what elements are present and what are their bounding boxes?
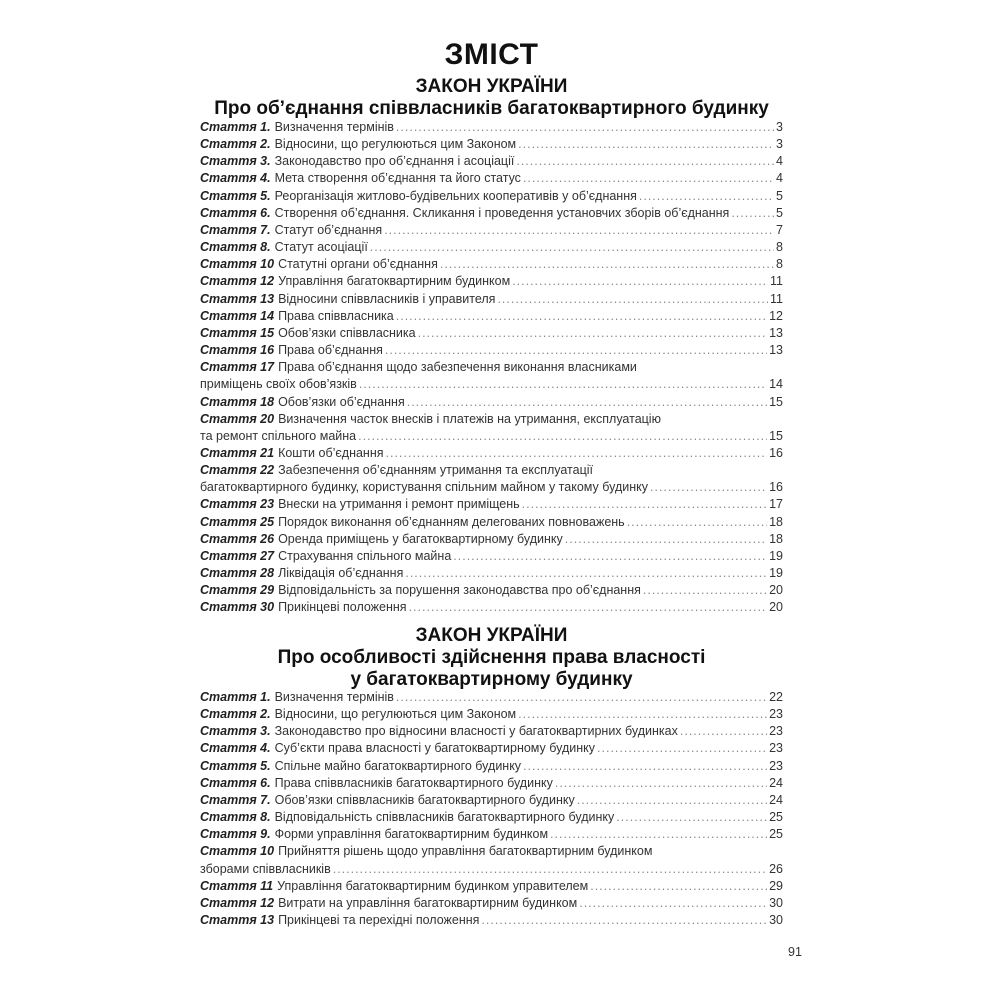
toc-entry-line	[200, 775, 783, 792]
toc-entry-line	[200, 428, 783, 445]
article-page: 23	[769, 758, 783, 773]
toc-entry[interactable]	[200, 514, 783, 531]
dot-leader	[405, 565, 767, 582]
article-title: Спільне майно багатоквартирного будинку	[274, 758, 522, 773]
toc-entry-line	[200, 479, 783, 496]
toc-entry[interactable]	[200, 325, 783, 342]
dot-leader	[597, 740, 767, 757]
toc-entry[interactable]	[200, 723, 783, 740]
page-number: 91	[788, 945, 802, 959]
dot-leader	[453, 548, 767, 565]
dot-leader	[731, 205, 774, 222]
toc-entry[interactable]	[200, 758, 783, 775]
dot-leader	[396, 119, 774, 136]
article-label: Стаття 26	[200, 531, 275, 546]
toc-entry-line	[200, 170, 783, 187]
toc-entry-line	[200, 188, 783, 205]
article-page: 3	[776, 120, 783, 134]
dot-leader	[386, 445, 768, 462]
article-title: Визначення часток внесків і платежів на утримання, експлуатацію	[278, 411, 661, 426]
article-label: Стаття 15	[200, 325, 275, 340]
article-label: Стаття 8.	[200, 810, 271, 825]
article-title: Мета створення об’єднання та його статус	[274, 171, 521, 186]
article-title: Кошти об’єднання	[278, 445, 384, 460]
article-label: Стаття 2.	[200, 707, 271, 722]
article-title: Законодавство про об’єднання і асоціації	[274, 154, 515, 169]
article-label: Стаття 27	[200, 548, 275, 563]
article-title: Оренда приміщень у багатоквартирному будинку	[278, 531, 563, 546]
article-title: Форми управління багатоквартирним будинком	[274, 827, 549, 842]
dot-leader	[643, 582, 767, 599]
toc-entry-line	[200, 325, 783, 342]
article-label: Стаття 2.	[200, 137, 271, 152]
toc-entry[interactable]	[200, 342, 783, 359]
toc-entry-line	[200, 826, 783, 843]
toc-entry-line	[200, 239, 783, 256]
article-page: 13	[769, 343, 783, 358]
article-page: 18	[769, 531, 783, 546]
dot-leader	[370, 239, 774, 256]
toc-entry-line	[200, 411, 783, 428]
toc-entry-line	[200, 582, 783, 599]
toc-entry-line	[200, 843, 783, 860]
article-page: 4	[776, 154, 783, 169]
dot-leader	[579, 895, 767, 912]
toc-entry[interactable]	[200, 599, 783, 616]
article-label: Стаття 22	[200, 463, 275, 478]
article-label: Стаття 7.	[200, 222, 271, 237]
article-label: Стаття 14	[200, 308, 275, 323]
article-page: 15	[769, 428, 783, 443]
toc-entry-line	[200, 531, 783, 548]
dot-leader	[396, 308, 767, 325]
article-title: Порядок виконання об’єднанням делегованих повноважень	[278, 514, 625, 529]
toc-entry[interactable]	[200, 826, 783, 843]
toc-entry[interactable]	[200, 792, 783, 809]
article-label: Стаття 12	[200, 895, 275, 910]
toc-entry-line	[200, 153, 783, 170]
article-label: Стаття 3.	[200, 154, 271, 169]
article-title: Відповідальність співвласників багатоквартирного будинку	[274, 810, 615, 825]
article-page: 23	[769, 741, 783, 756]
toc-entry-line	[200, 291, 783, 308]
article-page: 3	[776, 137, 783, 152]
article-page: 30	[769, 913, 783, 928]
toc-entry[interactable]	[200, 291, 783, 308]
article-page: 23	[769, 707, 783, 722]
article-title: Права об’єднання	[278, 343, 383, 358]
dot-leader	[550, 826, 767, 843]
article-title: Визначення термінів	[274, 120, 394, 134]
article-page: 7	[776, 222, 783, 237]
article-label: Стаття 7.	[200, 792, 271, 807]
article-page: 20	[769, 600, 783, 615]
toc-entry-line	[200, 376, 783, 393]
article-title: Суб’єкти права власності у багатоквартирному будинку	[274, 741, 596, 756]
article-title: Страхування спільного майна	[278, 548, 452, 563]
toc-entry-line	[200, 740, 783, 757]
article-label: Стаття 6.	[200, 775, 271, 790]
toc-entry[interactable]	[200, 548, 783, 565]
toc-entry-line	[200, 496, 783, 513]
toc-entry-line	[200, 878, 783, 895]
dot-leader	[359, 376, 767, 393]
section-1-subheading: Про об’єднання співвласників багатоквартирного будинку	[214, 98, 769, 119]
dot-leader	[512, 273, 768, 290]
toc-entry-line	[200, 723, 783, 740]
dot-leader	[418, 325, 767, 342]
toc-entry[interactable]	[200, 775, 783, 792]
article-title: Статут об’єднання	[274, 222, 383, 237]
toc-entry-line	[200, 222, 783, 239]
toc-entry[interactable]	[200, 878, 783, 895]
article-title: Права об’єднання щодо забезпечення виконання власниками	[278, 360, 637, 375]
dot-leader	[627, 514, 767, 531]
article-title: Визначення термінів	[274, 690, 394, 704]
dot-leader	[384, 222, 774, 239]
article-label: Стаття 21	[200, 445, 275, 460]
toc-entry[interactable]	[200, 411, 783, 445]
article-title: Витрати на управління багатоквартирним будинком	[278, 895, 578, 910]
section-1-entries	[200, 119, 783, 617]
toc-entry-line	[200, 895, 783, 912]
section-1-heading: ЗАКОН УКРАЇНИ	[415, 76, 568, 97]
toc-entry-line	[200, 758, 783, 775]
article-title: Прикінцеві положення	[278, 600, 407, 615]
article-label: Стаття 17	[200, 360, 275, 375]
dot-leader	[616, 809, 767, 826]
toc-entry[interactable]	[200, 706, 783, 723]
article-label: Стаття 25	[200, 514, 275, 529]
dot-leader	[650, 479, 767, 496]
toc-entry-line	[200, 462, 783, 479]
dot-leader	[590, 878, 767, 895]
dot-leader	[523, 758, 767, 775]
toc-entry[interactable]	[200, 256, 783, 273]
toc-entry[interactable]	[200, 239, 783, 256]
section-2-subheading-line-1: Про особливості здійснення права власності	[277, 647, 706, 668]
article-title: Відносини, що регулюються цим Законом	[274, 137, 517, 152]
article-label: Стаття 5.	[200, 188, 271, 203]
article-title: та ремонт спільного майна	[200, 428, 357, 443]
dot-leader	[680, 723, 767, 740]
toc-entry-line	[200, 394, 783, 411]
article-title: Відносини, що регулюються цим Законом	[274, 707, 517, 722]
article-label: Стаття 5.	[200, 758, 271, 773]
dot-leader	[555, 775, 767, 792]
article-label: Стаття 13	[200, 913, 275, 928]
article-page: 24	[769, 775, 783, 790]
toc-entry[interactable]	[200, 496, 783, 513]
article-label: Стаття 12	[200, 274, 275, 289]
toc-entry[interactable]	[200, 153, 783, 170]
article-title: Відповідальність за порушення законодавства про об’єднання	[278, 583, 641, 598]
article-page: 30	[769, 895, 783, 910]
toc-entry-line	[200, 136, 783, 153]
article-page: 5	[776, 205, 783, 220]
article-label: Стаття 1.	[200, 690, 271, 704]
article-title: Управління багатоквартирним будинком	[278, 274, 511, 289]
article-label: Стаття 6.	[200, 205, 271, 220]
toc-entry[interactable]	[200, 689, 783, 706]
article-page: 8	[776, 240, 783, 255]
article-page: 12	[769, 308, 783, 323]
article-label: Стаття 11	[200, 878, 274, 893]
article-title: Ліквідація об’єднання	[278, 566, 404, 581]
toc-entry[interactable]	[200, 273, 783, 290]
article-page: 26	[769, 861, 783, 876]
toc-entry-line	[200, 445, 783, 462]
article-label: Стаття 13	[200, 291, 275, 306]
article-title: Відносини співвласників і управителя	[278, 291, 496, 306]
toc-entry-line	[200, 792, 783, 809]
toc-entry[interactable]	[200, 170, 783, 187]
article-title: Забезпечення об’єднанням утримання та експлуатації	[278, 463, 593, 478]
dot-leader	[518, 706, 767, 723]
toc-entry-line	[200, 359, 783, 376]
article-title: Законодавство про відносини власності у багатоквартирних будинках	[274, 724, 678, 739]
toc-entry-line	[200, 861, 783, 878]
toc-entry[interactable]	[200, 119, 783, 136]
article-title: багатоквартирного будинку, користування спільним майном у такому будинку	[200, 480, 648, 495]
article-page: 16	[769, 445, 783, 460]
dot-leader	[407, 394, 767, 411]
article-label: Стаття 16	[200, 343, 275, 358]
dot-leader	[358, 428, 767, 445]
article-title: Обов’язки співвласників багатоквартирного будинку	[274, 792, 575, 807]
article-page: 20	[769, 583, 783, 598]
dot-leader	[385, 342, 767, 359]
toc-entry[interactable]	[200, 895, 783, 912]
article-label: Стаття 28	[200, 566, 275, 581]
toc-entry[interactable]	[200, 809, 783, 826]
article-title: Управління багатоквартирним будинком управителем	[277, 878, 589, 893]
section-2-header	[200, 625, 783, 691]
article-label: Стаття 4.	[200, 741, 271, 756]
article-title: Обов’язки об’єднання	[278, 394, 405, 409]
article-title: Створення об’єднання. Скликання і проведення установчих зборів об’єднання	[274, 205, 730, 220]
article-label: Стаття 10	[200, 257, 275, 272]
toc-entry[interactable]	[200, 188, 783, 205]
toc-entry[interactable]	[200, 912, 783, 929]
dot-leader	[409, 599, 768, 616]
section-2-subheading-line-2: у багатоквартирному будинку	[350, 669, 633, 690]
article-page: 11	[770, 274, 783, 289]
toc-entry[interactable]	[200, 205, 783, 222]
article-page: 19	[769, 548, 783, 563]
article-label: Стаття 10	[200, 844, 275, 859]
toc-entry[interactable]	[200, 394, 783, 411]
section-1-header	[200, 76, 783, 120]
toc-entry[interactable]	[200, 582, 783, 599]
article-title: Статут асоціації	[274, 240, 368, 255]
toc-title: ЗМІСТ	[444, 38, 539, 71]
article-title: Прикінцеві та перехідні положення	[278, 913, 480, 928]
toc-entry[interactable]	[200, 136, 783, 153]
toc-entry-line	[200, 514, 783, 531]
toc-entry[interactable]	[200, 222, 783, 239]
article-page: 18	[769, 514, 783, 529]
section-2-heading: ЗАКОН УКРАЇНИ	[415, 625, 568, 646]
toc-entry[interactable]	[200, 359, 783, 393]
dot-leader	[396, 689, 767, 706]
dot-leader	[577, 792, 767, 809]
toc-entry-line	[200, 119, 783, 136]
toc-entry-line	[200, 689, 783, 706]
article-page: 8	[776, 257, 783, 272]
article-label: Стаття 29	[200, 583, 275, 598]
toc-entry-line	[200, 565, 783, 582]
article-title: приміщень своїх обов’язків	[200, 377, 357, 392]
toc-entry-line	[200, 809, 783, 826]
article-title: Права співвласників багатоквартирного будинку	[274, 775, 553, 790]
toc-entry-line	[200, 912, 783, 929]
toc-entry[interactable]	[200, 565, 783, 582]
article-page: 15	[769, 394, 783, 409]
article-title: Статутні органи об’єднання	[278, 257, 438, 272]
article-label: Стаття 20	[200, 411, 275, 426]
article-page: 17	[769, 497, 783, 512]
article-page: 5	[776, 188, 783, 203]
article-page: 11	[770, 291, 783, 306]
article-page: 4	[776, 171, 783, 186]
toc-entry[interactable]	[200, 531, 783, 548]
article-page: 14	[769, 377, 783, 392]
toc-entry-line	[200, 548, 783, 565]
article-label: Стаття 18	[200, 394, 275, 409]
section-2-entries	[200, 689, 783, 929]
toc-entry-line	[200, 706, 783, 723]
dot-leader	[523, 170, 774, 187]
dot-leader	[440, 256, 774, 273]
article-label: Стаття 9.	[200, 827, 271, 842]
dot-leader	[518, 136, 774, 153]
article-title: Внески на утримання і ремонт приміщень	[278, 497, 520, 512]
article-page: 23	[769, 724, 783, 739]
article-label: Стаття 4.	[200, 171, 271, 186]
toc-entry-line	[200, 205, 783, 222]
article-page: 13	[769, 325, 783, 340]
article-page: 25	[769, 827, 783, 842]
article-title: Прийняття рішень щодо управління багатоквартирним будинком	[278, 844, 653, 859]
toc-entry-line	[200, 342, 783, 359]
article-label: Стаття 30	[200, 600, 275, 615]
article-title: Реорганізація житлово-будівельних кооперативів у об’єднання	[274, 188, 637, 203]
article-title: зборами співвласників	[200, 861, 331, 876]
dot-leader	[565, 531, 767, 548]
toc-entry-line	[200, 599, 783, 616]
dot-leader	[522, 496, 767, 513]
article-page: 29	[769, 878, 783, 893]
toc-entry[interactable]	[200, 308, 783, 325]
dot-leader	[497, 291, 768, 308]
toc-entry-line	[200, 308, 783, 325]
toc-entry-line	[200, 256, 783, 273]
dot-leader	[333, 861, 767, 878]
article-page: 22	[769, 690, 783, 704]
article-page: 16	[769, 480, 783, 495]
dot-leader	[639, 188, 774, 205]
article-label: Стаття 8.	[200, 240, 271, 255]
dot-leader	[516, 153, 774, 170]
toc-entry[interactable]	[200, 445, 783, 462]
article-label: Стаття 23	[200, 497, 275, 512]
article-page: 25	[769, 810, 783, 825]
article-title: Права співвласника	[278, 308, 394, 323]
article-page: 19	[769, 566, 783, 581]
toc-entry[interactable]	[200, 740, 783, 757]
toc-entry[interactable]	[200, 843, 783, 877]
toc-entry-line	[200, 273, 783, 290]
dot-leader	[481, 912, 767, 929]
article-title: Обов’язки співвласника	[278, 325, 416, 340]
article-label: Стаття 3.	[200, 724, 271, 739]
toc-entry[interactable]	[200, 462, 783, 496]
article-page: 24	[769, 792, 783, 807]
article-label: Стаття 1.	[200, 120, 271, 134]
